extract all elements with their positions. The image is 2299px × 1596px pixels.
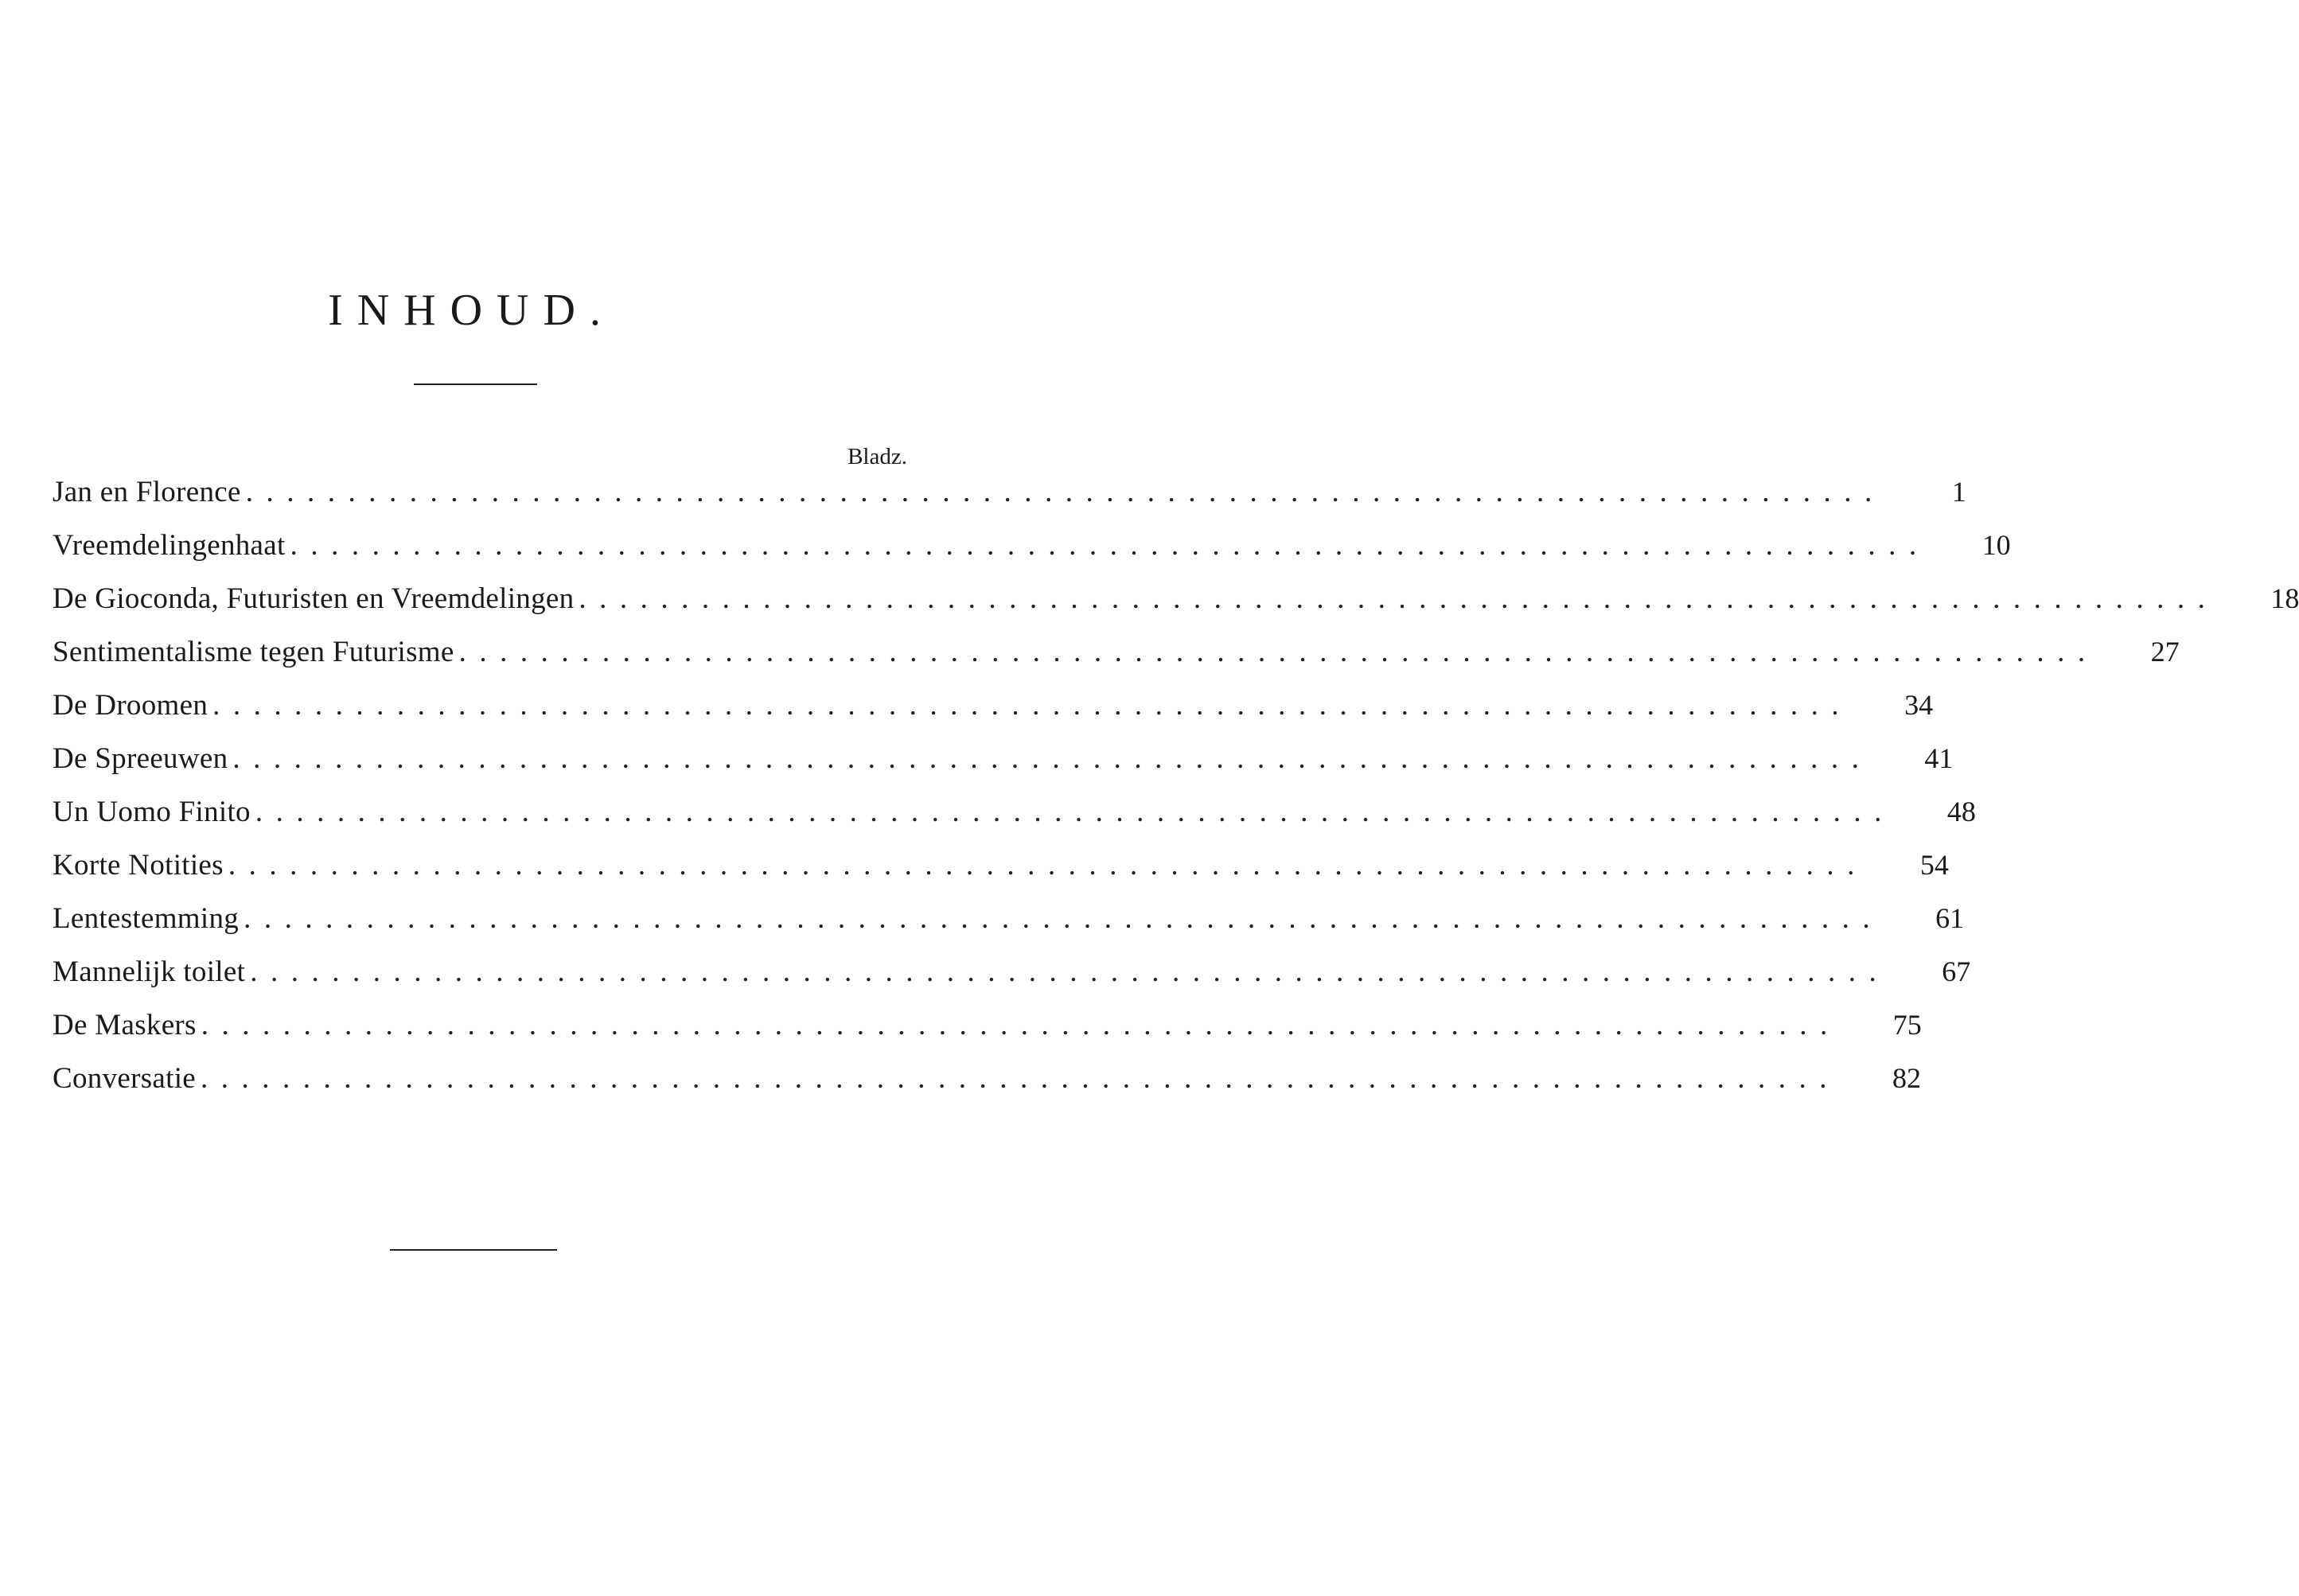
toc-entry bbox=[53, 582, 2299, 637]
dot-leader: ................................................................................ bbox=[212, 689, 1853, 722]
dot-leader: ................................................................................ bbox=[250, 956, 1890, 988]
dot-leader: ................................................................................ bbox=[232, 742, 1872, 775]
toc-entry-title: Lentestemming bbox=[53, 902, 240, 935]
toc-entry-page: 10 bbox=[1981, 529, 2011, 561]
toc-entry bbox=[53, 529, 2011, 584]
dot-leader: ................................................................................ bbox=[244, 902, 1884, 935]
page-column-header: Bladz. bbox=[848, 444, 907, 469]
toc-entry bbox=[53, 636, 2180, 691]
toc-entry bbox=[53, 689, 1934, 744]
toc-entry-page: 48 bbox=[1946, 796, 1976, 827]
toc-entry-title: Sentimentalisme tegen Futurisme bbox=[53, 636, 454, 668]
toc-entry-title: Conversatie bbox=[53, 1062, 197, 1095]
dot-leader: ................................................................................ bbox=[201, 1009, 1841, 1041]
toc-entry bbox=[53, 476, 1966, 531]
toc-entry-title: De Droomen bbox=[53, 689, 208, 722]
toc-entry-page: 18 bbox=[2270, 582, 2299, 614]
dot-leader: ................................................................................ bbox=[228, 849, 1868, 882]
toc-entry-page: 75 bbox=[1892, 1009, 1922, 1041]
toc-entry-title: De Gioconda, Futuristen en Vreemdelingen bbox=[53, 582, 575, 615]
toc-entry-page: 41 bbox=[1924, 742, 1954, 774]
toc-entry bbox=[53, 742, 1954, 797]
dot-leader: ................................................................................ bbox=[458, 636, 2098, 668]
closing-divider bbox=[390, 1249, 557, 1251]
toc-entry-title: Mannelijk toilet bbox=[53, 956, 246, 988]
toc-entry-page: 1 bbox=[1951, 476, 1966, 508]
toc-entry-page: 54 bbox=[1919, 849, 1949, 881]
toc-entry bbox=[53, 1062, 1922, 1117]
dot-leader: ................................................................................ bbox=[255, 796, 1895, 828]
toc-entry-title: De Spreeuwen bbox=[53, 742, 228, 775]
page-title: INHOUD. bbox=[328, 286, 615, 335]
toc-entry-title: Jan en Florence bbox=[53, 476, 241, 508]
toc-entry-page: 34 bbox=[1904, 689, 1934, 721]
dot-leader: ................................................................................ bbox=[290, 529, 1930, 562]
title-divider bbox=[414, 383, 537, 385]
toc-entry bbox=[53, 796, 1976, 851]
toc-entry bbox=[53, 956, 1971, 1010]
toc-entry-title: Vreemdelingenhaat bbox=[53, 529, 286, 562]
dot-leader: ................................................................................ bbox=[579, 582, 2219, 615]
toc-entry bbox=[53, 849, 1949, 904]
table-of-contents bbox=[53, 476, 2299, 1117]
toc-entry-page: 61 bbox=[1935, 902, 1965, 934]
dot-leader: ................................................................................ bbox=[201, 1062, 1841, 1095]
toc-entry-page: 27 bbox=[2150, 636, 2180, 668]
toc-entry-page: 82 bbox=[1892, 1062, 1922, 1094]
toc-entry-page: 67 bbox=[1942, 956, 1971, 987]
toc-entry-title: Un Uomo Finito bbox=[53, 796, 251, 828]
toc-entry-title: Korte Notities bbox=[53, 849, 224, 882]
toc-entry-title: De Maskers bbox=[53, 1009, 197, 1041]
dot-leader: ................................................................................ bbox=[245, 476, 1885, 508]
toc-entry bbox=[53, 1009, 1922, 1064]
toc-entry bbox=[53, 902, 1965, 957]
